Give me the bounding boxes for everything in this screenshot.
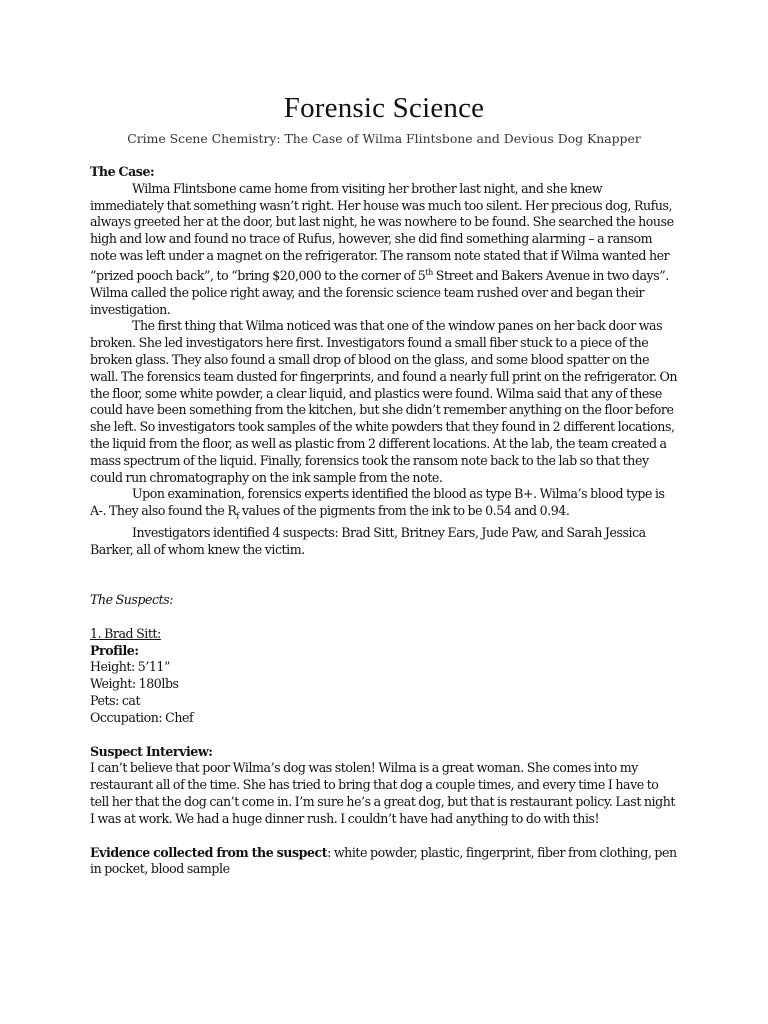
suspect-1-profile-label: Profile: — [90, 642, 139, 658]
suspect-1-height: Height: 5’11” — [90, 659, 170, 675]
suspect-1-interview-label: Suspect Interview: — [90, 743, 213, 759]
case-paragraph-4: Investigators identified 4 suspects: Brad Sitt, Britney Ears, Jude Paw, and Sarah Jessica Barker, all of whom knew the victim. — [90, 525, 646, 558]
case-heading: The Case: — [90, 164, 155, 179]
suspect-1-evidence-label: Evidence collected from the suspect — [90, 844, 328, 860]
suspect-1-evidence — [90, 845, 678, 879]
case-paragraph-3-text-b: values of the pigments from the ink to be 0.54 and 0.94. — [238, 503, 570, 519]
suspect-1-occupation: Occupation: Chef — [90, 709, 194, 725]
case-paragraph-3-subscript: f — [236, 511, 239, 521]
suspect-1-name: 1. Brad Sitt: — [90, 625, 161, 641]
case-paragraph-1-superscript: th — [425, 267, 433, 277]
case-paragraph-1-text-b: Street and Bakers Avenue in two days”. Wilma called the police right away, and the forensic science team rushed over and began their investigation. — [90, 267, 669, 317]
suspect-1-evidence-text: : white powder, plastic, fingerprint, fiber from clothing, pen in pocket, blood sample — [90, 844, 677, 877]
suspect-1-interview: I can’t believe that poor Wilma’s dog was stolen! Wilma is a great woman. She comes into my restaurant all of the time. She has tried to bring that dog a couple times, and every time I have to tell her that the dog can’t come in. I’m sure he’s a great dog, but that is restaurant policy. Last night I was at work. We had a huge dinner rush. I couldn’t have had anything to do with this! — [90, 760, 676, 826]
case-paragraph-1 — [90, 181, 678, 319]
suspect-1-pets: Pets: cat — [90, 693, 141, 709]
case-paragraph-3-text-a: Upon examination, forensics experts identified the blood as type B+. Wilma’s blood type is A-. They also found the R — [90, 486, 665, 519]
suspects-heading: The Suspects: — [90, 592, 174, 608]
case-paragraph-3 — [90, 486, 678, 525]
document-body — [90, 164, 678, 878]
case-paragraph-1-text-a: Wilma Flintsbone came home from visiting her brother last night, and she knew immediately that something wasn’t right. Her house was much too silent. Her precious dog, Rufus, always greeted her at the door, but last night, he was nowhere to be found. She searched the house high and low and found no trace of Rufus, however, she did find something alarming – a ransom note was left under a magnet on the refrigerator. The ransom note stated that if Wilma wanted her “prized pooch back”, to “bring $20,000 to the corner of 5 — [90, 180, 674, 283]
document-title: Forensic Science — [283, 92, 485, 124]
document-subtitle: Crime Scene Chemistry: The Case of Wilma Flintsbone and Devious Dog Knapper — [127, 131, 641, 146]
case-paragraph-2: The first thing that Wilma noticed was that one of the window panes on her back door was broken. She led investigators here first. Investigators found a small fiber stuck to a piece of the broken glass. They also found a small drop of blood on the glass, and some blood spatter on the wall. The forensics team dusted for fingerprints, and found a nearly full print on the refrigerator. On the floor, some white powder, a clear liquid, and plastics were found. Wilma said that any of these could have been something from the kitchen, but she didn’t remember anything on the floor before she left. So investigators took samples of the white powders that they found in 2 different locations, the liquid from the floor, as well as plastic from 2 different locations. At the lab, the team created a mass spectrum of the liquid. Finally, forensics took the ransom note back to the lab so that they could run chromatography on the ink sample from the note. — [90, 318, 678, 485]
suspect-1-weight: Weight: 180lbs — [90, 676, 179, 692]
